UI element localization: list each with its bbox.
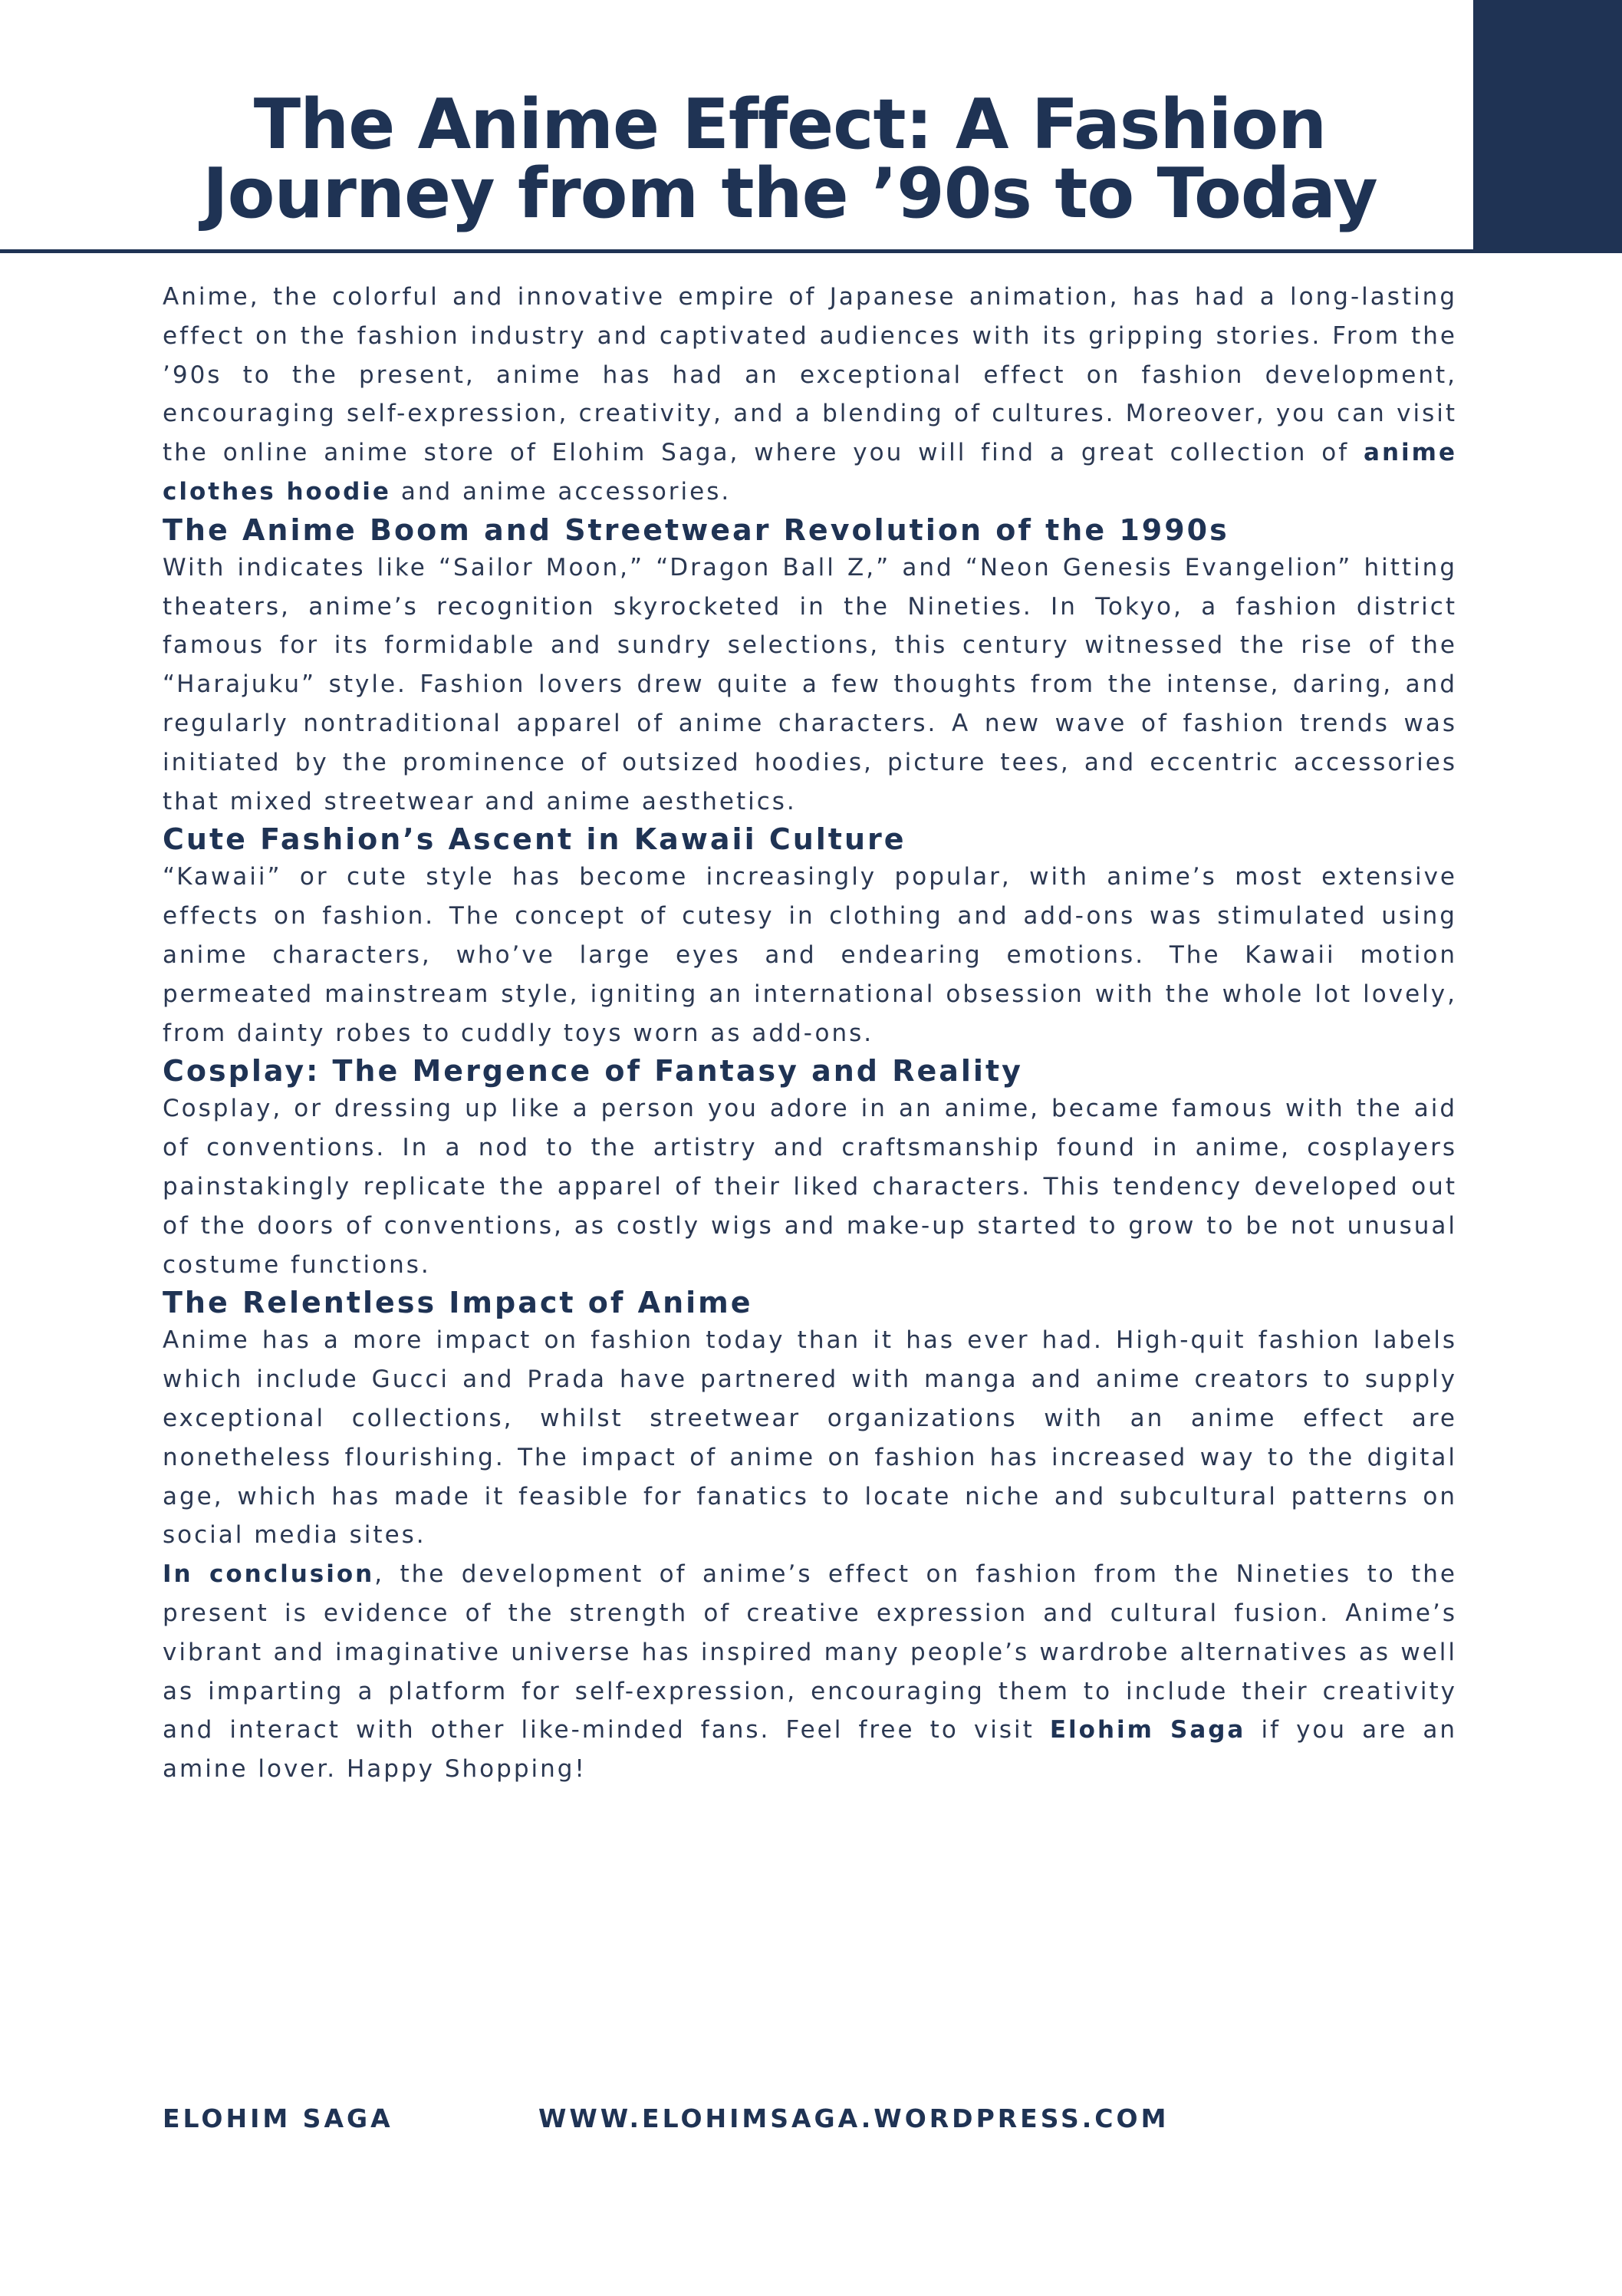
section-heading-impact: The Relentless Impact of Anime	[163, 1286, 753, 1320]
section-heading-1990s: The Anime Boom and Streetwear Revolution of the 1990s	[163, 512, 1229, 547]
section-heading-kawaii: Cute Fashion’s Ascent in Kawaii Culture	[163, 822, 906, 857]
footer-website-link[interactable]: WWW.ELOHIMSAGA.WORDPRESS.COM	[538, 2103, 1170, 2133]
section-paragraph-kawaii: “Kawaii” or cute style has become increasingly popular, with anime’s most extensive effects on fashion. The concept of cutesy in clothing and add-ons was stimulated using anime characters, who’ve large eyes and endearing emotions. The Kawaii motion permeated mainstream style, igniting an international obsession with the whole lot lovely, from dainty robes to cuddly toys worn as add-ons.	[163, 863, 1457, 1047]
article-body	[163, 278, 1457, 1789]
conclusion-brand: Elohim Saga	[1049, 1716, 1246, 1744]
section-heading-cosplay: Cosplay: The Mergence of Fantasy and Reality	[163, 1054, 1023, 1089]
title-line-1: The Anime Effect: A Fashion	[253, 84, 1327, 165]
header-divider	[0, 249, 1473, 253]
intro-paragraph	[163, 278, 1457, 512]
header-corner-block	[1473, 0, 1622, 253]
intro-text: Anime, the colorful and innovative empire of Japanese animation, has had a long-lasting effect on the fashion industry and captivated audiences with its gripping stories. From the ’90s to the present, anime has had an exceptional effect on fashion development, encouraging self-expression, creativity, and a blending of cultures. Moreover, you can visit the online anime store of Elohim Saga, where you will find a great collection of	[163, 283, 1457, 467]
section-paragraph-impact: Anime has a more impact on fashion today than it has ever had. High-quit fashion labels which include Gucci and Prada have partnered with manga and anime creators to supply exceptional collections, whilst streetwear organizations with an anime effect are nonetheless flourishing. The impact of anime on fashion has increased way to the digital age, which has made it feasible for fanatics to locate niche and subcultural patterns on social media sites.	[163, 1326, 1457, 1550]
intro-highlight: anime clothes hoodie	[163, 439, 1457, 506]
conclusion-paragraph	[163, 1555, 1457, 1789]
conclusion-lead: In conclusion	[163, 1560, 375, 1589]
footer-brand: ELOHIM SAGA	[163, 2103, 393, 2133]
title-line-2: Journey from the ’90s to Today	[202, 153, 1377, 234]
conclusion-text: , the development of anime’s effect on fashion from the Nineties to the present is evidence of the strength of creative expression and cultural fusion. Anime’s vibrant and imaginative universe has inspired many people’s wardrobe alternatives as well as imparting a platform for self-expression, encouraging them to include their creativity and interact with other like-minded fans. Feel free to visit	[163, 1560, 1457, 1744]
section-paragraph-cosplay: Cosplay, or dressing up like a person you adore in an anime, became famous with the aid of conventions. In a nod to the artistry and craftsmanship found in anime, cosplayers painstakingly replicate the apparel of their liked characters. This tendency developed out of the doors of conventions, as costly wigs and make-up started to grow to be not unusual costume functions.	[163, 1095, 1457, 1279]
section-paragraph-1990s: With indicates like “Sailor Moon,” “Dragon Ball Z,” and “Neon Genesis Evangelion” hitting theaters, anime’s recognition skyrocketed in the Nineties. In Tokyo, a fashion district famous for its formidable and sundry selections, this century witnessed the rise of the “Harajuku” style. Fashion lovers drew quite a few thoughts from the intense, daring, and regularly nontraditional apparel of anime characters. A new wave of fashion trends was initiated by the prominence of outsized hoodies, picture tees, and eccentric accessories that mixed streetwear and anime aesthetics.	[163, 553, 1457, 815]
conclusion-text-end: if you are an amine lover. Happy Shopping!	[163, 1716, 1458, 1784]
intro-text-end: and anime accessories.	[390, 477, 732, 506]
page-title	[130, 84, 1449, 234]
